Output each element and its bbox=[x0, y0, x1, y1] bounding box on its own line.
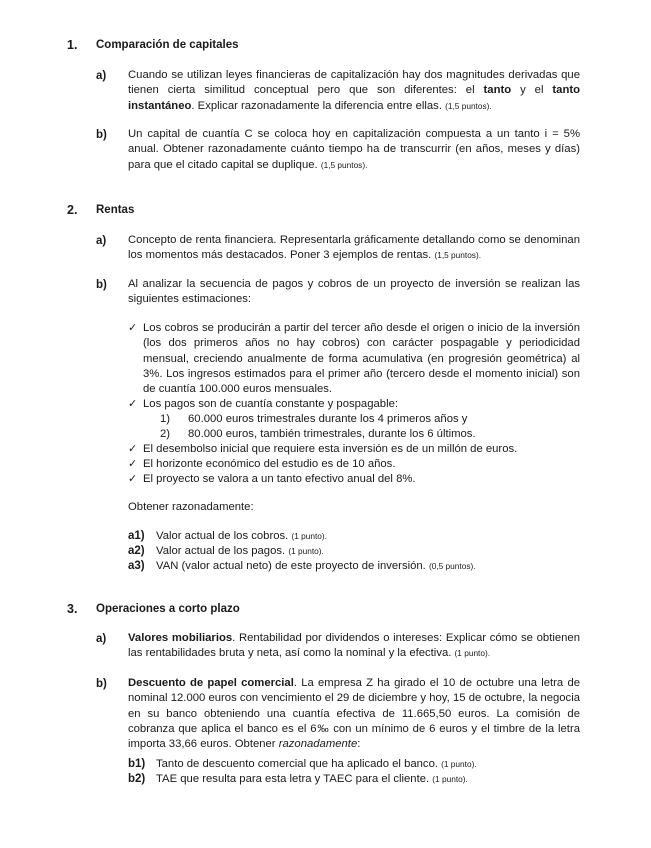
s3-b-text: Descuento de papel comercial. La empresa Z ha girado el 10 de octubre una letra de nominal 12.000 euros con vencimiento el 29 de diciembre y hoy, 15 de octubre, la negocia en su banco obteniendo una cuantía efectiva de 11.665,50 euros. La comisión de cobranza que aplica el banco es el 6‰ con un mínimo de 6 euros y el timbre de la letra importa 33,66 euros. Obtener razonadamente: bbox=[128, 677, 581, 751]
s3-b-b1-text: Tanto de descuento comercial que ha aplicado el banco. (1 punto). bbox=[156, 758, 477, 770]
s2-b-bullet-5: El proyecto se valora a un tanto efectivo anual del 8%. bbox=[143, 473, 416, 485]
s3-b-b1-label: b1) bbox=[128, 758, 146, 770]
s2-b-bullet-3: El desembolso inicial que requiere esta inversión es de un millón de euros. bbox=[143, 443, 518, 455]
s1-b-text: Un capital de cuantía C se coloca hoy en capitalización compuesta a un tanto i = 5% anual. Obtener razonadamente cuánto tiempo ha de transcurrir (en años, meses y días) para que el citado capital se duplique. (1,5 puntos). bbox=[128, 128, 580, 171]
check-icon: ✓ bbox=[128, 473, 138, 485]
section-1-title: Comparación de capitales bbox=[96, 39, 239, 51]
s1-a-text: Cuando se utilizan leyes financieras de capitalización hay dos magnitudes derivadas que tienen cierta similitud conceptual pero que son diferentes: el tanto y el tanto instantáneo. Explicar razonadamente la diferencia entre ellas. (1,5 puntos). bbox=[128, 69, 581, 112]
s2-b-label: b) bbox=[96, 279, 107, 291]
s2-a-text: Concepto de renta financiera. Representarla gráficamente detallando como se denominan los momentos más destacados. Poner 3 ejemplos de rentas. (1,5 puntos). bbox=[128, 234, 580, 262]
section-2-title: Rentas bbox=[96, 204, 135, 216]
section-3-number: 3. bbox=[67, 602, 78, 616]
s2-b-sub-2-num: 2) bbox=[160, 428, 171, 440]
s2-b-a1-label: a1) bbox=[128, 530, 145, 542]
s1-a-label: a) bbox=[96, 70, 107, 82]
s2-b-sub-1: 60.000 euros trimestrales durante los 4 primeros años y bbox=[188, 413, 468, 425]
s2-b-obtain: Obtener razonadamente: bbox=[128, 501, 254, 513]
s2-b-bullet-2: Los pagos son de cuantía constante y pospagable: bbox=[143, 398, 398, 410]
s3-a-label: a) bbox=[96, 633, 107, 645]
s2-b-a3-text: VAN (valor actual neto) de este proyecto de inversión. (0,5 puntos). bbox=[156, 560, 476, 572]
s2-b-bullet-4: El horizonte económico del estudio es de 10 años. bbox=[143, 458, 396, 470]
s3-a-text: Valores mobiliarios. Rentabilidad por dividendos o intereses: Explicar cómo se obtienen las rentabilidades bruta y neta, así como la nominal y la efectiva. (1 punto). bbox=[128, 632, 580, 660]
s2-b-sub-2: 80.000 euros, también trimestrales, durante los 6 últimos. bbox=[188, 428, 476, 440]
check-icon: ✓ bbox=[128, 322, 138, 334]
s3-b-b2-text: TAE que resulta para esta letra y TAEC para el cliente. (1 punto). bbox=[156, 773, 468, 785]
check-icon: ✓ bbox=[128, 443, 138, 455]
s2-b-a2-label: a2) bbox=[128, 545, 145, 557]
s2-a-label: a) bbox=[96, 235, 107, 247]
s2-b-bullet-1: Los cobros se producirán a partir del tercer año desde el origen o inicio de la inversión (los dos primeros años no hay cobros) con carácter pospagable y periodicidad mensual, creciendo anualmente de forma acumulativa (en progresión geométrica) al 3%. Los ingresos estimados para el primer año (tercero desde el momento inicial) son de cuantía 100.000 euros mensuales. bbox=[143, 322, 580, 396]
section-3-title: Operaciones a corto plazo bbox=[96, 603, 240, 615]
s3-b-label: b) bbox=[96, 678, 107, 690]
s2-b-a2-text: Valor actual de los pagos. (1 punto). bbox=[156, 545, 324, 557]
check-icon: ✓ bbox=[128, 398, 138, 410]
s2-b-a1-text: Valor actual de los cobros. (1 punto). bbox=[156, 530, 327, 542]
s3-b-b2-label: b2) bbox=[128, 773, 146, 785]
s2-b-text: Al analizar la secuencia de pagos y cobros de un proyecto de inversión se realizan las siguientes estimaciones: bbox=[128, 278, 580, 306]
s1-b-label: b) bbox=[96, 129, 107, 141]
section-2-number: 2. bbox=[67, 203, 78, 217]
check-icon: ✓ bbox=[128, 458, 138, 470]
s2-b-a3-label: a3) bbox=[128, 560, 145, 572]
section-1-number: 1. bbox=[67, 38, 78, 52]
s2-b-sub-1-num: 1) bbox=[160, 413, 171, 425]
